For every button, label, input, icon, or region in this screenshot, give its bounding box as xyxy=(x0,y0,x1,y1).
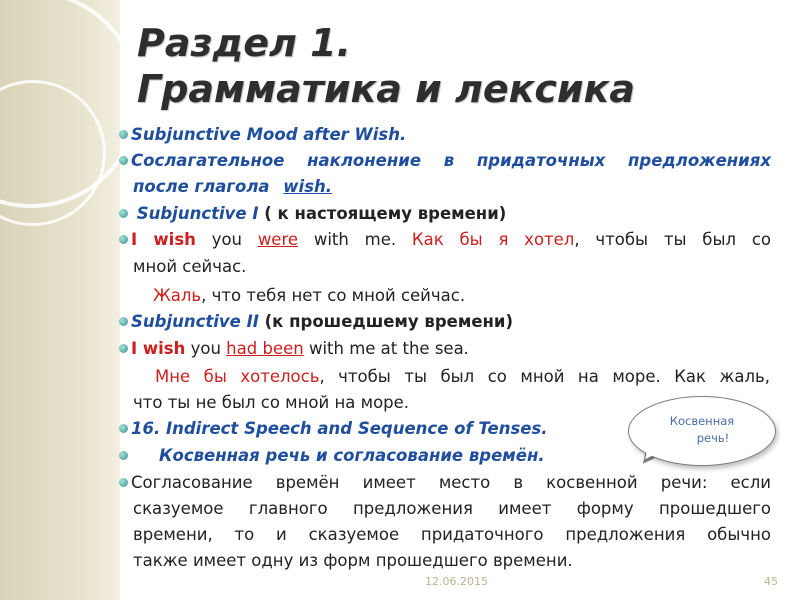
bubble-line-2: речь! xyxy=(696,431,730,445)
line-indirect-speech: 16. Indirect Speech and Sequence of Tenses. xyxy=(119,418,548,440)
bullet-icon xyxy=(119,209,128,218)
bullet-icon xyxy=(119,317,128,326)
line-subjunctive-2: Subjunctive II (к прошедшему времени) xyxy=(119,311,513,333)
bullet-icon xyxy=(119,344,128,353)
page-number: 45 xyxy=(764,575,778,588)
footer-date: 12.06.2015 xyxy=(425,575,488,588)
bullet-icon xyxy=(119,451,128,460)
title-line-2: Грамматика и лексика xyxy=(137,67,635,111)
bullet-icon xyxy=(119,130,128,139)
line-chto-ty: что ты не был со мной на море. xyxy=(133,393,410,412)
bullet-icon xyxy=(119,478,128,487)
bubble-line-1: Косвенная xyxy=(669,414,735,428)
line-i-wish-had-been: I wish you had been with me at the sea. xyxy=(119,338,469,360)
line-skazuemoe: сказуемое главного предложения имеет форму прошедшего xyxy=(133,499,771,518)
bullet-icon xyxy=(119,156,128,165)
line-takzhe: также имеет одну из форм прошедшего времени. xyxy=(133,551,573,570)
line-kosvennaya: Косвенная речь и согласование времён. xyxy=(119,445,545,467)
line-mne-by: Мне бы хотелось, чтобы ты был со мной на море. Как жаль, xyxy=(155,367,770,386)
slide-title xyxy=(137,20,635,112)
line-mnoy-seychas: мной сейчас. xyxy=(133,257,247,276)
line-i-wish-were: I wish you were with me. Как бы я хотел, чтобы ты был со xyxy=(119,229,771,251)
line-vremeni: времени, то и сказуемое придаточного предложения обычно xyxy=(133,525,771,544)
line-soglasovanie: Согласование времён имеет место в косвенной речи: если xyxy=(119,472,771,494)
line-subjunctive-mood: Subjunctive Mood after Wish. xyxy=(119,124,406,146)
bullet-icon xyxy=(119,424,128,433)
line-posle-glagola: после глагола wish. xyxy=(133,177,333,196)
left-decorative-band xyxy=(0,0,120,600)
line-soslag: Сослагательное наклонение в придаточных предложениях xyxy=(119,150,771,172)
line-zhal: Жаль, что тебя нет со мной сейчас. xyxy=(153,286,466,305)
bullet-icon xyxy=(119,235,128,244)
line-subjunctive-1: Subjunctive I ( к настоящему времени) xyxy=(119,203,506,225)
title-line-1: Раздел 1. xyxy=(137,21,351,65)
